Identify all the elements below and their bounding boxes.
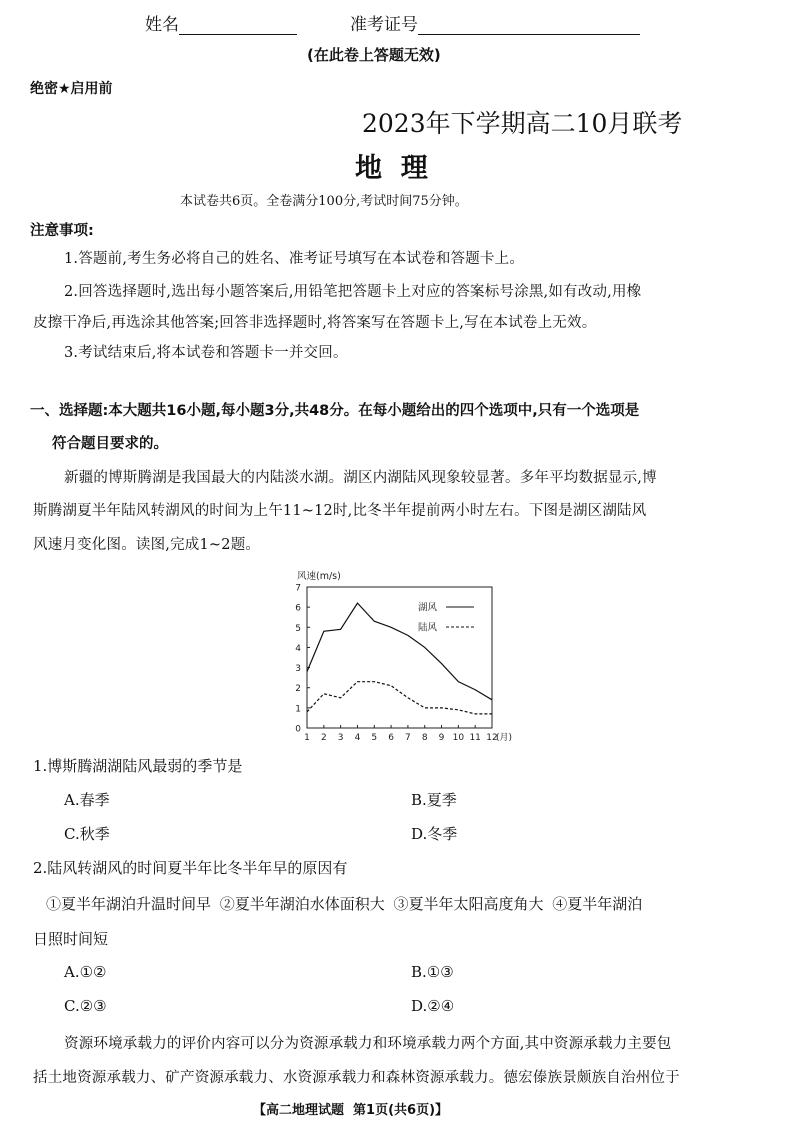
y-tick-label: 5 [295,623,301,634]
y-tick-label: 2 [295,684,301,695]
x-tick-label: 7 [405,733,411,743]
q2-option-d[interactable]: D.②④ [411,997,455,1015]
q2-stem: 2.陆风转湖风的时间夏半年比冬半年早的原因有 [33,859,348,877]
q1-option-c[interactable]: C.秋季 [64,825,110,843]
q1-option-d[interactable]: D.冬季 [411,825,458,843]
wind-speed-chart [285,565,525,745]
x-tick-label: 8 [421,733,428,743]
notice-item-2-line1: 2.回答选择题时,选出每小题答案后,用铅笔把答题卡上对应的答案标号涂黑,如有改动,用橡 [64,284,642,300]
section1-title: 一、选择题:本大题共16小题,每小题3分,共48分。在每小题给出的四个选项中,只有一个选项是 [30,403,640,419]
q2-choices-line2: 日照时间短 [33,930,109,948]
name-field [145,10,297,35]
x-tick-label: 9 [438,733,445,743]
q2-option-b[interactable]: B.①③ [411,963,454,981]
x-tick-label: 1 [304,733,310,743]
ticket-blank [418,16,640,35]
x-tick-label: 10 [452,733,465,743]
q2-option-a[interactable]: A.①② [64,963,107,981]
x-tick-label: 5 [371,733,378,743]
notice-item-3: 3.考试结束后,将本试卷和答题卡一并交回。 [64,345,348,361]
ticket-label: 准考证号 [350,15,418,35]
x-tick-label: 4 [354,733,361,743]
series-line-land-breeze [307,682,492,714]
y-tick-label: 4 [295,643,301,654]
x-tick-label: 11 [469,733,481,743]
q2-choices-line1: ①夏半年湖泊升温时间早 ②夏半年湖泊水体面积大 ③夏半年太阳高度角大 ④夏半年湖泊 [46,895,643,913]
passage1-line1: 新疆的博斯腾湖是我国最大的内陆淡水湖。湖区内湖陆风现象较显著。多年平均数据显示,博 [64,470,657,486]
y-tick-label: 6 [295,603,301,614]
notice-item-2-line2: 皮擦干净后,再选涂其他答案;回答非选择题时,将答案写在答题卡上,写在本试卷上无效。 [33,315,597,331]
y-tick-label: 3 [295,664,301,675]
section1-title-cont: 符合题目要求的。 [52,436,168,452]
passage1-line3: 风速月变化图。读图,完成1~2题。 [33,537,261,553]
passage2-line2: 括土地资源承载力、矿产资源承载力、水资源承载力和森林资源承载力。德宏傣族景颇族自治州位于 [33,1070,680,1086]
exam-title: 2023年下学期高二10月联考 [362,109,683,138]
legend-label: 湖风 [418,602,438,614]
q1-stem: 1.博斯腾湖湖陆风最弱的季节是 [33,757,243,775]
name-blank [179,16,297,35]
y-tick-label: 1 [295,704,301,715]
y-tick-label: 7 [295,583,301,594]
passage2-line1: 资源环境承载力的评价内容可以分为资源承载力和环境承载力两个方面,其中资源承载力主要包 [64,1036,672,1052]
series-line-lake-breeze [307,603,492,700]
page-footer: 【高二地理试题 第1页(共6页)】 [253,1103,449,1118]
subject-title: 地 理 [355,153,428,184]
x-axis-title: (月) [496,733,513,743]
q1-option-b[interactable]: B.夏季 [411,791,457,809]
invalid-note: (在此卷上答题无效) [307,46,441,64]
q2-option-c[interactable]: C.②③ [64,997,107,1015]
y-tick-label: 0 [295,724,301,735]
legend-label: 陆风 [418,622,438,634]
ticket-field [350,10,640,35]
plot-frame [307,587,492,728]
notice-item-1: 1.答题前,考生务必将自己的姓名、准考证号填写在本试卷和答题卡上。 [64,251,525,267]
x-tick-label: 12 [486,733,498,743]
x-tick-label: 2 [320,733,327,743]
x-tick-label: 6 [388,733,394,743]
exam-info: 本试卷共6页。全卷满分100分,考试时间75分钟。 [180,194,468,209]
name-label: 姓名 [145,15,179,35]
secret-mark: 绝密★启用前 [30,81,113,97]
notice-title: 注意事项: [30,223,94,239]
y-axis-title: 风速(m/s) [297,571,341,582]
q1-option-a[interactable]: A.春季 [64,791,110,809]
x-tick-label: 3 [337,733,344,743]
passage1-line2: 斯腾湖夏半年陆风转湖风的时间为上午11~12时,比冬半年提前两小时左右。下图是湖区湖陆风 [33,503,647,519]
